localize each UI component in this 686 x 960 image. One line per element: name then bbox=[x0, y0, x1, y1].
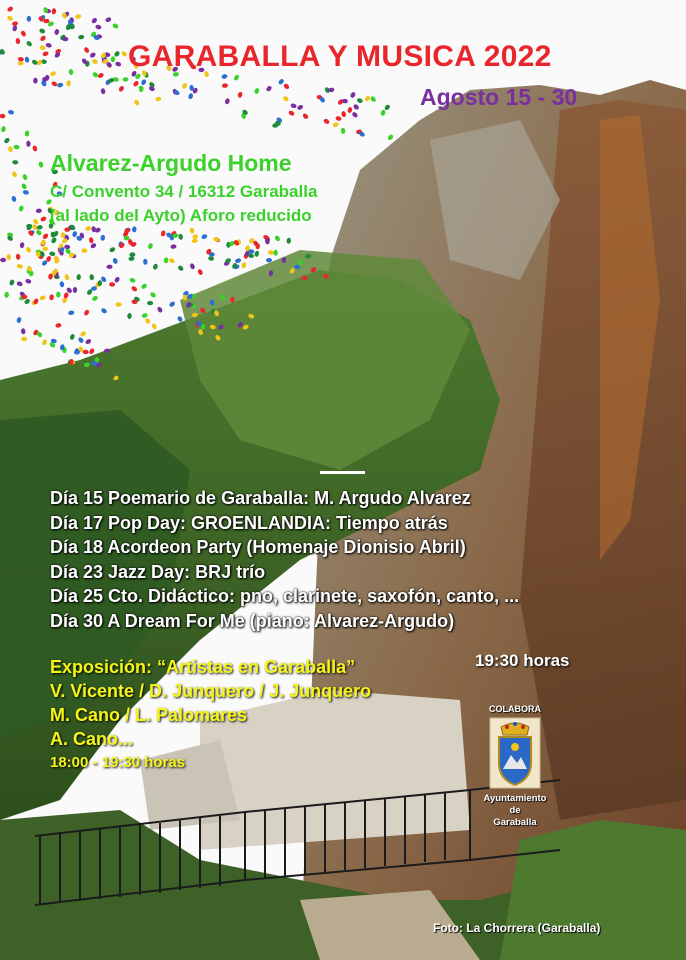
photo-credit: Foto: La Chorrera (Garaballa) bbox=[433, 921, 601, 935]
program-item: Día 18 Acordeon Party (Homenaje Dionisio Abril) bbox=[50, 537, 466, 557]
sponsor-label: COLABORA bbox=[489, 704, 541, 714]
exhibition-block bbox=[50, 655, 371, 775]
venue-note: (al lado del Ayto) Aforo reducido bbox=[50, 206, 312, 225]
sponsor-name: Ayuntamiento bbox=[483, 793, 547, 804]
program-item: Día 15 Poemario de Garaballa: M. Argudo Alvarez bbox=[50, 488, 471, 508]
exhibition-artists: A. Cano... bbox=[50, 729, 134, 749]
event-dates: Agosto 15 - 30 bbox=[420, 84, 578, 110]
sponsor-name: Garaballa bbox=[493, 817, 537, 828]
program-list bbox=[50, 486, 519, 633]
coat-of-arms-icon bbox=[489, 717, 541, 789]
concert-time: 19:30 horas bbox=[475, 651, 570, 670]
program-item: Día 17 Pop Day: GROENLANDIA: Tiempo atrás bbox=[50, 512, 448, 533]
divider bbox=[320, 471, 365, 474]
program-item: Día 25 Cto. Didáctico: pno, clarinete, saxofón, canto, ... bbox=[50, 586, 520, 606]
venue-address: C/ Convento 34 / 16312 Garaballa bbox=[50, 182, 318, 201]
sponsor-name: de bbox=[509, 805, 521, 816]
poster-title: GARABALLA Y MUSICA 2022 bbox=[128, 40, 552, 73]
program-item: Día 23 Jazz Day: BRJ trío bbox=[50, 561, 266, 582]
exhibition-artists: V. Vicente / D. Junquero / J. Junquero bbox=[50, 681, 372, 701]
exhibition-hours: 18:00 - 19:30 horas bbox=[50, 754, 186, 771]
exhibition-title: Exposición: “Artistas en Garaballa” bbox=[50, 657, 356, 677]
exhibition-artists: M. Cano / L. Palomares bbox=[50, 705, 248, 725]
program-item: Día 30 A Dream For Me (piano: Alvarez-Argudo) bbox=[50, 610, 455, 631]
venue-name: Alvarez-Argudo Home bbox=[50, 150, 292, 176]
sponsor-block bbox=[470, 704, 560, 829]
